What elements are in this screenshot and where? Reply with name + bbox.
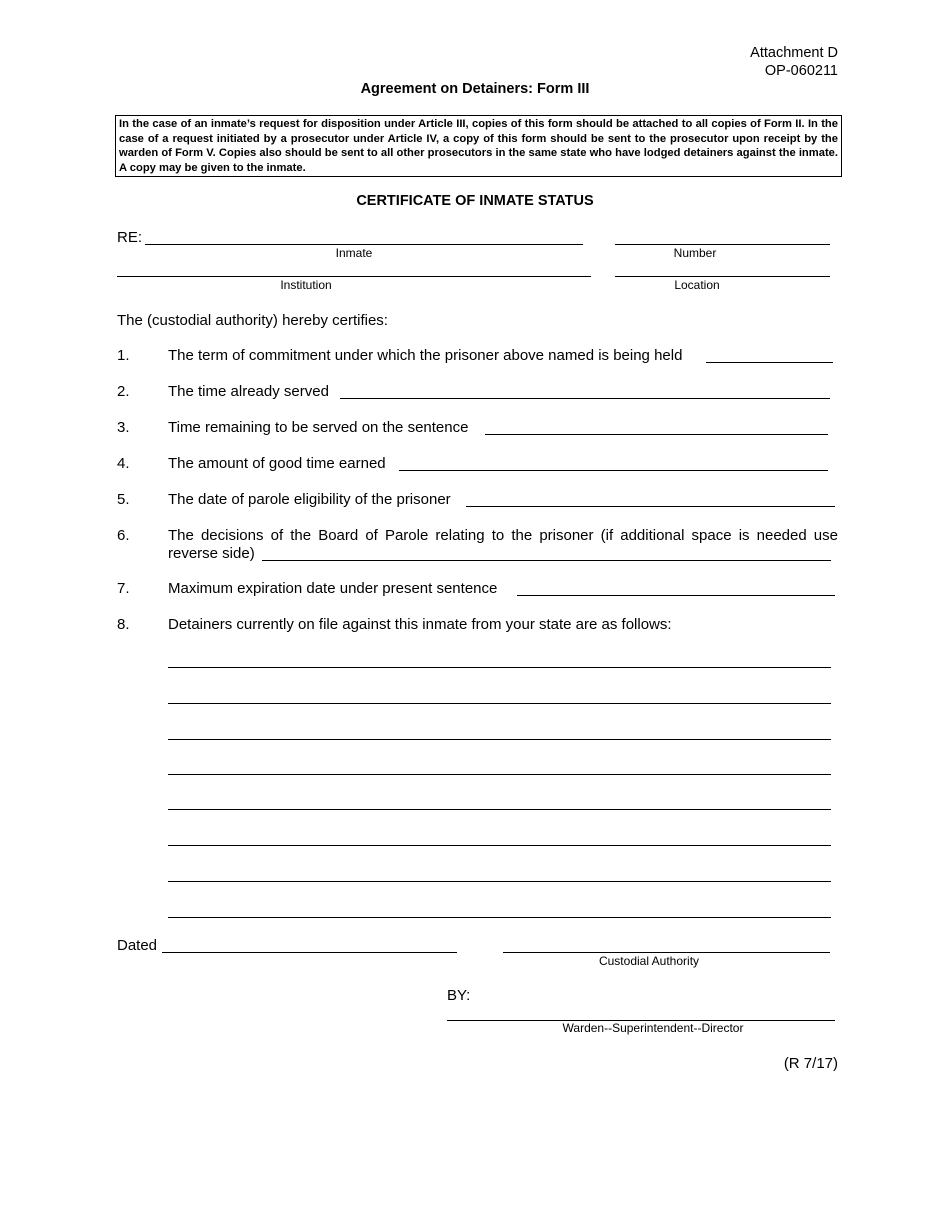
time-served-field[interactable] <box>340 398 830 399</box>
location-label: Location <box>674 278 720 292</box>
item-text: Maximum expiration date under present sentence <box>168 580 498 597</box>
inmate-label: Inmate <box>335 246 373 260</box>
form-code: OP-060211 <box>764 63 838 79</box>
intro-text: The (custodial authority) hereby certifies: <box>117 312 388 329</box>
re-prefix: RE: <box>117 229 143 246</box>
certificate-title: CERTIFICATE OF INMATE STATUS <box>356 193 594 209</box>
attachment-label: Attachment D <box>750 45 838 61</box>
custodial-authority-label: Custodial Authority <box>598 954 700 968</box>
detainer-line[interactable] <box>168 809 831 810</box>
institution-field[interactable] <box>117 276 591 277</box>
good-time-field[interactable] <box>399 470 828 471</box>
detainer-line[interactable] <box>168 881 831 882</box>
number-label: Number <box>673 246 717 260</box>
item-number: 3. <box>117 419 130 436</box>
notice-box: In the case of an inmate’s request for disposition under Article III, copies of this form should be attached to all copies of Form II. In the case of a request initiated by a prosecutor under Article IV, a copy of this form should be sent to the prosecutor upon receipt by the warden of Form V. Copies also should be sent to all other prosecutors in the same state who have lodged detainers against the inmate. A copy may be given to the inmate. <box>115 115 842 177</box>
dated-label: Dated <box>117 937 158 954</box>
detainer-line[interactable] <box>168 917 831 918</box>
item-number: 8. <box>117 616 130 633</box>
date-field[interactable] <box>162 952 457 953</box>
parole-date-field[interactable] <box>466 506 835 507</box>
number-field[interactable] <box>615 244 830 245</box>
item-number: 1. <box>117 347 130 364</box>
detainer-line[interactable] <box>168 845 831 846</box>
detainer-line[interactable] <box>168 703 831 704</box>
inmate-field[interactable] <box>145 244 583 245</box>
item-number: 6. <box>117 527 130 544</box>
item-number: 7. <box>117 580 130 597</box>
warden-label: Warden--Superintendent--Director <box>562 1021 744 1035</box>
detainer-line[interactable] <box>168 774 831 775</box>
by-label: BY: <box>447 987 471 1004</box>
item-text: The term of commitment under which the prisoner above named is being held <box>168 347 683 364</box>
item-number: 5. <box>117 491 130 508</box>
item-text: The amount of good time earned <box>168 455 386 472</box>
item-text: The decisions of the Board of Parole relating to the prisoner (if additional space is needed use <box>168 527 838 544</box>
detainer-line[interactable] <box>168 739 831 740</box>
institution-label: Institution <box>280 278 332 292</box>
item-number: 2. <box>117 383 130 400</box>
item-text: The time already served <box>168 383 329 400</box>
location-field[interactable] <box>615 276 830 277</box>
page-title: Agreement on Detainers: Form III <box>360 81 590 97</box>
time-remaining-field[interactable] <box>485 434 828 435</box>
max-expiration-field[interactable] <box>517 595 835 596</box>
item-text: The date of parole eligibility of the prisoner <box>168 491 451 508</box>
revision-code: (R 7/17) <box>783 1055 838 1072</box>
commitment-term-field[interactable] <box>706 362 833 363</box>
item-text: Time remaining to be served on the sentence <box>168 419 469 436</box>
item-text-continued: reverse side) <box>168 545 255 562</box>
custodial-authority-field[interactable] <box>503 952 830 953</box>
parole-board-field[interactable] <box>262 560 831 561</box>
detainer-line[interactable] <box>168 667 831 668</box>
item-text: Detainers currently on file against this inmate from your state are as follows: <box>168 616 672 633</box>
item-number: 4. <box>117 455 130 472</box>
